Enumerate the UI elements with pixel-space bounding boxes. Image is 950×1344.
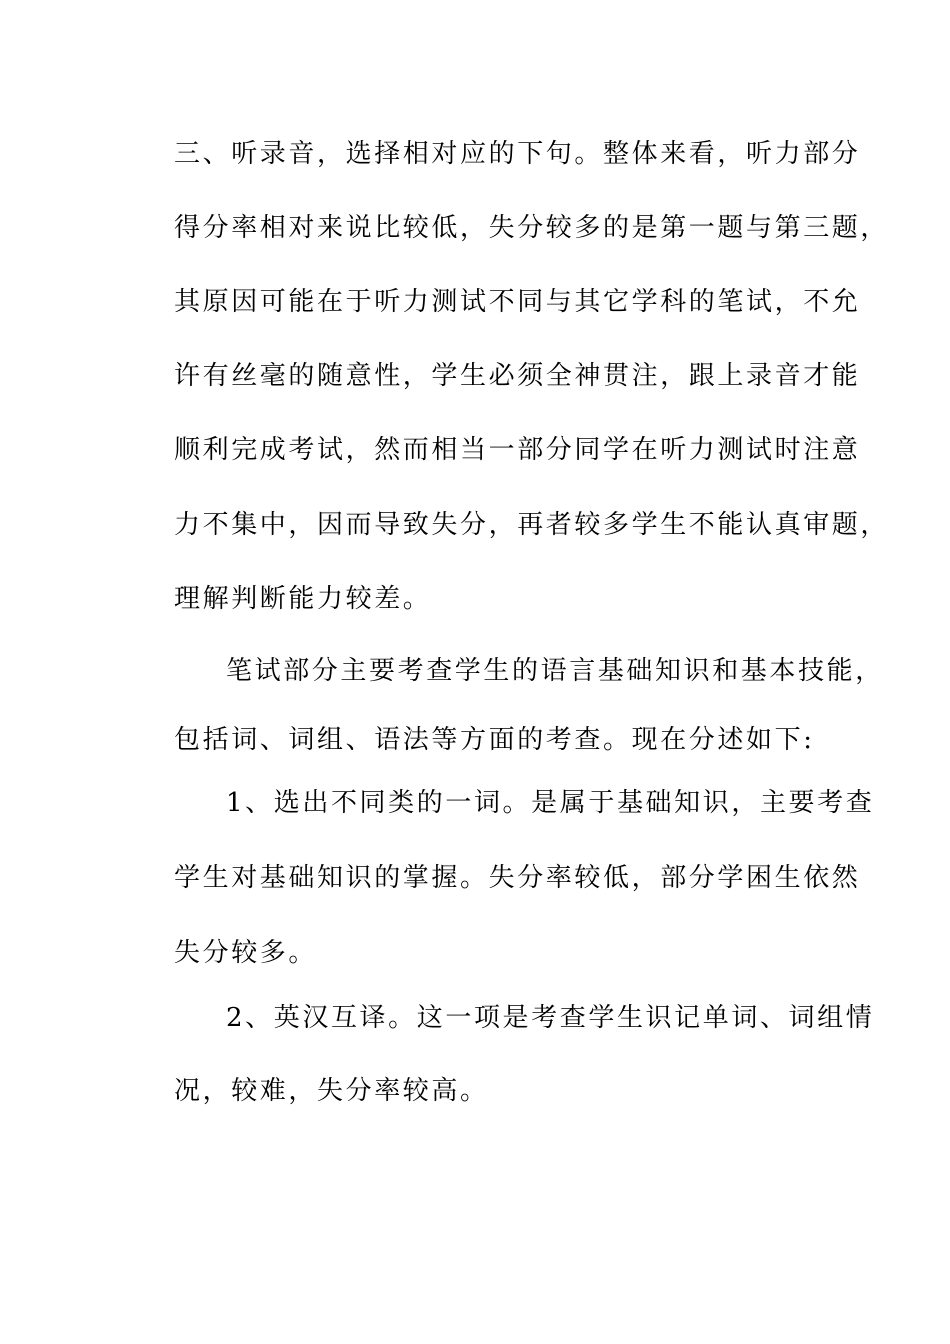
paragraph-2-line-1: 笔试部分主要考查学生的语言基础知识和基本技能， (226, 656, 884, 686)
paragraph-1-line-3: 其原因可能在于听力测试不同与其它学科的笔试，不允 (174, 287, 861, 317)
paragraph-1-line-5: 顺利完成考试，然而相当一部分同学在听力测试时注意 (174, 435, 861, 465)
item-2-line-1: 2、英汉互译。这一项是考查学生识记单词、词组情 (226, 1003, 875, 1033)
item-2-line-2: 况，较难，失分率较高。 (174, 1076, 489, 1106)
paragraph-1-line-1: 三、听录音，选择相对应的下句。整体来看，听力部分 (174, 139, 861, 169)
paragraph-1-line-6: 力不集中，因而导致失分，再者较多学生不能认真审题， (174, 510, 890, 540)
paragraph-1-line-7: 理解判断能力较差。 (174, 584, 432, 614)
paragraph-2-line-2: 包括词、词组、语法等方面的考查。现在分述如下: (174, 725, 815, 755)
paragraph-1-line-2: 得分率相对来说比较低，失分较多的是第一题与第三题， (174, 213, 890, 243)
item-1-line-1: 1、选出不同类的一词。是属于基础知识，主要考查 (226, 788, 875, 818)
item-1-line-3: 失分较多。 (174, 938, 318, 968)
item-1-line-2: 学生对基础知识的掌握。失分率较低，部分学困生依然 (174, 863, 861, 893)
paragraph-1-line-4: 许有丝毫的随意性，学生必须全神贯注，跟上录音才能 (174, 361, 861, 391)
